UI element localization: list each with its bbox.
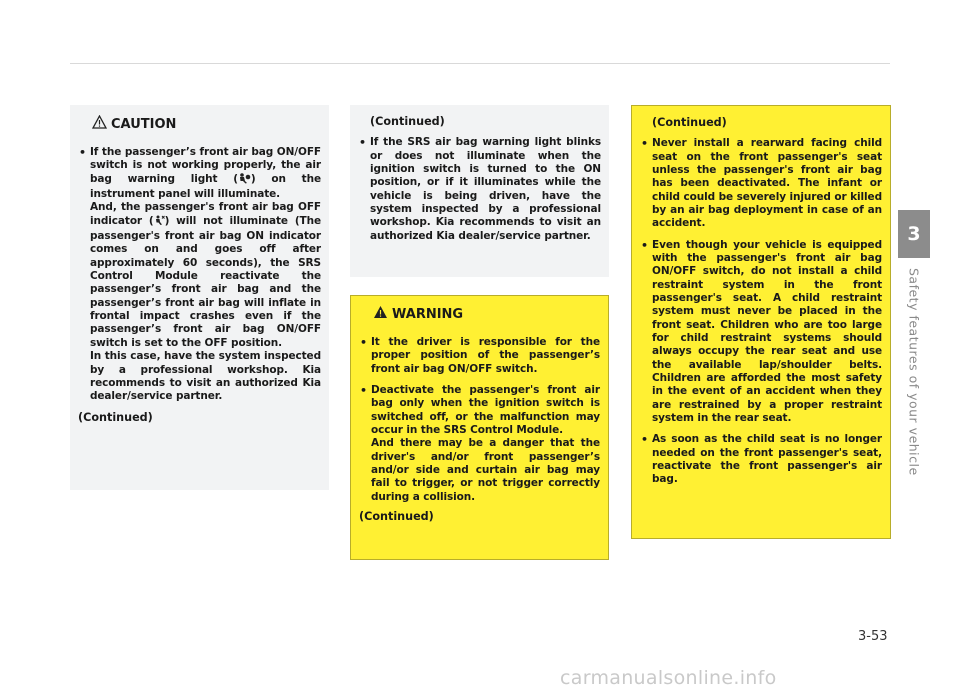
caution-item: • If the SRS air bag warning light blinks or does not illuminate when the ignition switch is turned to the ON position, or if it illuminates while the vehicle is being driven, have the system inspected by a professional workshop. Kia recommends to visit an authorized Kia dealer/service partner. [358,136,601,243]
continued-label: (Continued) [359,510,434,524]
warning-heading [373,305,600,324]
caution-item: • If the passenger’s front air bag ON/OFF switch is not working properly, the air bag warning light ( ) on the instrument panel will illuminate. And, the passenger's front air bag OFF indicator ( ) will not illuminate (The passenger's front air bag ON indicator comes on and goes off after approximately 60 seconds), the SRS Control Module reactivate the passenger’s front air bag and the passenger’s front air bag will inflate in frontal impact crashes even if the passenger’s front air bag ON/OFF switch is set to the OFF position. In this case, have the system inspected by a professional workshop. Kia recommends to visit an authorized Kia dealer/service partner. [78,146,321,404]
warning-item: • It the driver is responsible for the proper position of the passenger’s front air bag ON/OFF switch. [359,336,600,376]
airbag-warning-light-icon [238,173,251,188]
caution-triangle-outline-icon [92,115,107,134]
warning-item: • Even though your vehicle is equipped with the passenger's front air bag ON/OFF switch, do not install a child restraint system in the front passenger's seat. A child restraint system must never be placed in the front seat. Children who are too large for child restraint systems should always occupy the rear seat and use the available lap/shoulder belts. Children are afforded the most safety in the event of an accident when they are restrained by a proper restraint system in the rear seat. [640,239,882,426]
chapter-title-vertical: Safety features of your vehicle [906,268,922,476]
caution-heading [92,115,321,134]
caution-title: CAUTION [111,116,177,132]
warning-box [350,295,609,560]
chapter-number-tab: 3 [898,210,930,258]
passenger-airbag-off-icon [154,215,165,230]
continued-label: (Continued) [370,115,445,128]
warning-triangle-filled-icon [373,305,388,324]
continued-label: (Continued) [652,116,727,129]
caution-box [70,105,329,490]
page-number: 3-53 [858,629,888,644]
warning-title: WARNING [392,306,464,322]
top-divider [70,63,890,64]
warning-item: • Deactivate the passenger's front air bag only when the ignition switch is switched off, or the malfunction may occur in the SRS Control Module. And there may be a danger that the driver's and/or front passenger’s and/or side and curtain air bag may fail to trigger, or not trigger correctly during a collision. [359,384,600,504]
warning-continued-box [631,105,891,539]
warning-item: • As soon as the child seat is no longer needed on the front passenger's seat, reactivate the front passenger's air bag. [640,433,882,486]
warning-item: • Never install a rearward facing child seat on the front passenger's seat unless the passenger's front air bag has been deactivated. The infant or child could be severely injured or killed by an air bag deployment in case of an accident. [640,137,882,230]
watermark: carmanualsonline.info [560,667,777,689]
continued-label: (Continued) [78,410,153,424]
caution-continued-box [350,105,609,277]
